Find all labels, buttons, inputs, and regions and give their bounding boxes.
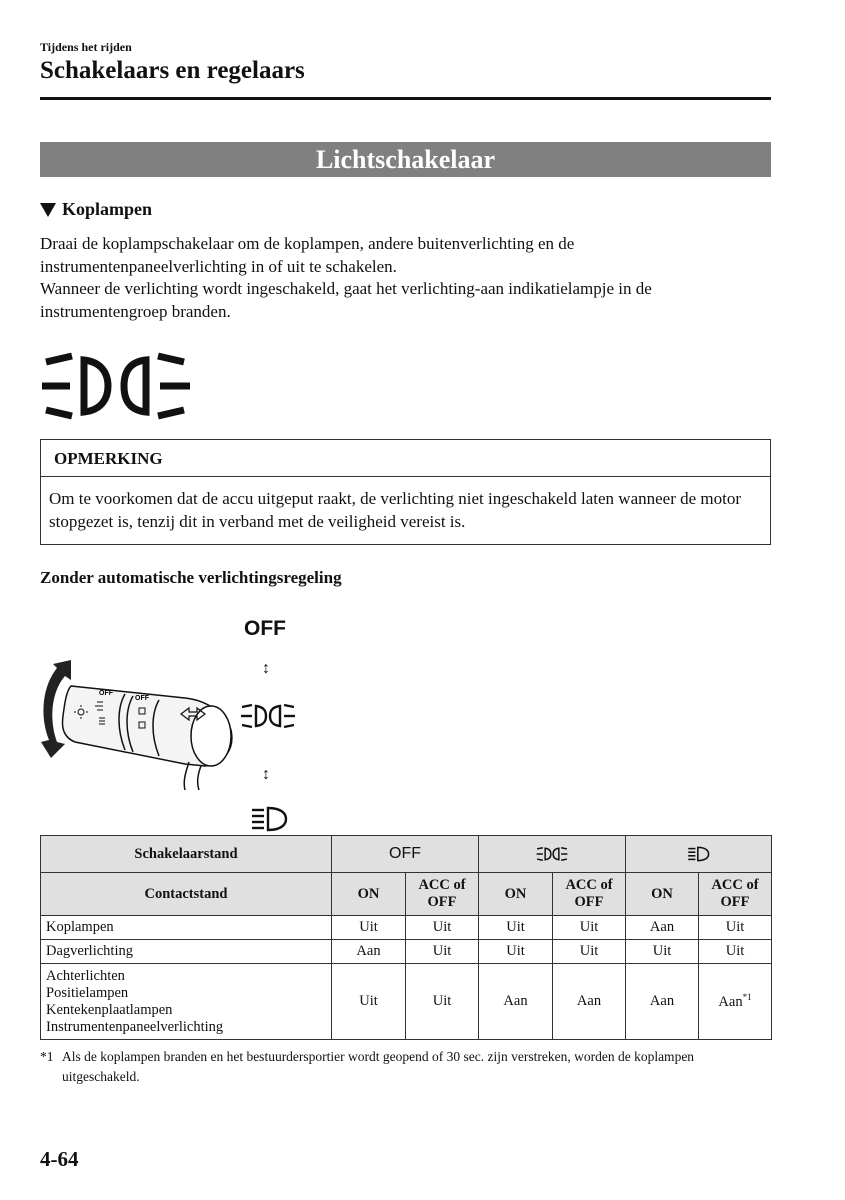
intro-paragraph-1: Draai de koplampschakelaar om de koplampen, andere buitenverlichting en de instrumentenpaneelverlichting in of uit te schakelen. bbox=[40, 234, 575, 276]
table-row bbox=[41, 964, 772, 1040]
table-cell: Uit bbox=[699, 916, 772, 940]
triangle-marker-icon bbox=[40, 203, 56, 217]
note-title: OPMERKING bbox=[41, 440, 770, 477]
switch-headlight-header bbox=[626, 836, 772, 873]
up-down-arrow-icon: ↕ bbox=[262, 660, 270, 677]
chapter-label: Tijdens het rijden bbox=[40, 40, 132, 54]
table-cell: Aan$^{*1}$ bbox=[699, 964, 772, 1040]
table-cell: Uit bbox=[553, 940, 626, 964]
stalk-off-label-1: OFF bbox=[99, 690, 113, 697]
table-cell: Aan bbox=[626, 964, 699, 1040]
table-cell: Uit bbox=[626, 940, 699, 964]
table-cell: Aan bbox=[553, 964, 626, 1040]
on-header: ON bbox=[332, 873, 406, 916]
parking-light-icon bbox=[535, 846, 569, 862]
footnote bbox=[40, 1047, 775, 1087]
intro-paragraph-2: Wanneer de verlichting wordt ingeschakeld, gaat het verlichting-aan indikatielampje in de instrumentengroep branden. bbox=[40, 279, 652, 321]
figure-heading: Zonder automatische verlichtingsregeling bbox=[40, 568, 342, 587]
table-row bbox=[41, 873, 772, 916]
table-cell: Aan bbox=[479, 964, 553, 1040]
table-cell: Uit bbox=[406, 964, 479, 1040]
table-cell: Uit bbox=[553, 916, 626, 940]
headlight-indicator-icon bbox=[38, 350, 194, 422]
headlight-icon bbox=[250, 806, 290, 832]
intro-text bbox=[40, 233, 775, 323]
acc-header: ACC of OFF bbox=[699, 873, 772, 916]
light-switch-table bbox=[40, 835, 772, 1040]
on-header: ON bbox=[479, 873, 553, 916]
headlight-icon bbox=[687, 846, 711, 862]
row-label: Dagverlichting bbox=[41, 940, 332, 964]
stalk-off-label-2: OFF bbox=[135, 695, 149, 702]
note-body: Om te voorkomen dat de accu uitgeput raakt, de verlichting niet ingeschakeld laten wanneer de motor stopgezet is, tenzij dit in verband met de veiligheid vereist is. bbox=[49, 489, 742, 531]
acc-header: ACC of OFF bbox=[406, 873, 479, 916]
parking-light-icon bbox=[240, 702, 296, 730]
table-row bbox=[41, 916, 772, 940]
page-banner: Lichtschakelaar bbox=[40, 142, 771, 177]
table-row bbox=[41, 836, 772, 873]
table-cell: Uit bbox=[332, 916, 406, 940]
up-down-arrow-icon: ↕ bbox=[262, 766, 270, 783]
on-header: ON bbox=[626, 873, 699, 916]
footnote-ref: *1 bbox=[742, 992, 752, 1003]
page-number: 4-64 bbox=[40, 1147, 79, 1171]
table-cell: Uit bbox=[479, 916, 553, 940]
switch-off-header: OFF bbox=[332, 836, 479, 873]
switch-parking-header bbox=[479, 836, 626, 873]
row-label: Koplampen bbox=[41, 916, 332, 940]
table-cell: Uit bbox=[406, 916, 479, 940]
footnote-text: Als de koplampen branden en het bestuurdersportier wordt geopend of 30 sec. zijn verstreken, worden de koplampen uitgeschakeld. bbox=[62, 1049, 695, 1084]
table-cell: Aan bbox=[626, 916, 699, 940]
table-cell: Uit bbox=[406, 940, 479, 964]
row-label: Achterlichten Positielampen Kentekenplaatlampen Instrumentenpaneelverlichting bbox=[41, 964, 332, 1040]
subsection-heading bbox=[40, 199, 152, 220]
table-cell: Aan bbox=[332, 940, 406, 964]
contact-position-header: Contactstand bbox=[41, 873, 332, 916]
note-box bbox=[40, 439, 771, 545]
section-title: Schakelaars en regelaars bbox=[40, 57, 305, 84]
header-rule bbox=[40, 97, 771, 100]
table-cell: Uit bbox=[699, 940, 772, 964]
table-cell: Uit bbox=[332, 964, 406, 1040]
table-row bbox=[41, 940, 772, 964]
light-switch-stalk-illustration bbox=[35, 650, 240, 790]
switch-position-header: Schakelaarstand bbox=[41, 836, 332, 873]
footnote-mark: *1 bbox=[40, 1049, 54, 1064]
acc-header: ACC of OFF bbox=[553, 873, 626, 916]
table-cell: Uit bbox=[479, 940, 553, 964]
off-position-label: OFF bbox=[244, 617, 286, 640]
subsection-title: Koplampen bbox=[62, 199, 153, 219]
